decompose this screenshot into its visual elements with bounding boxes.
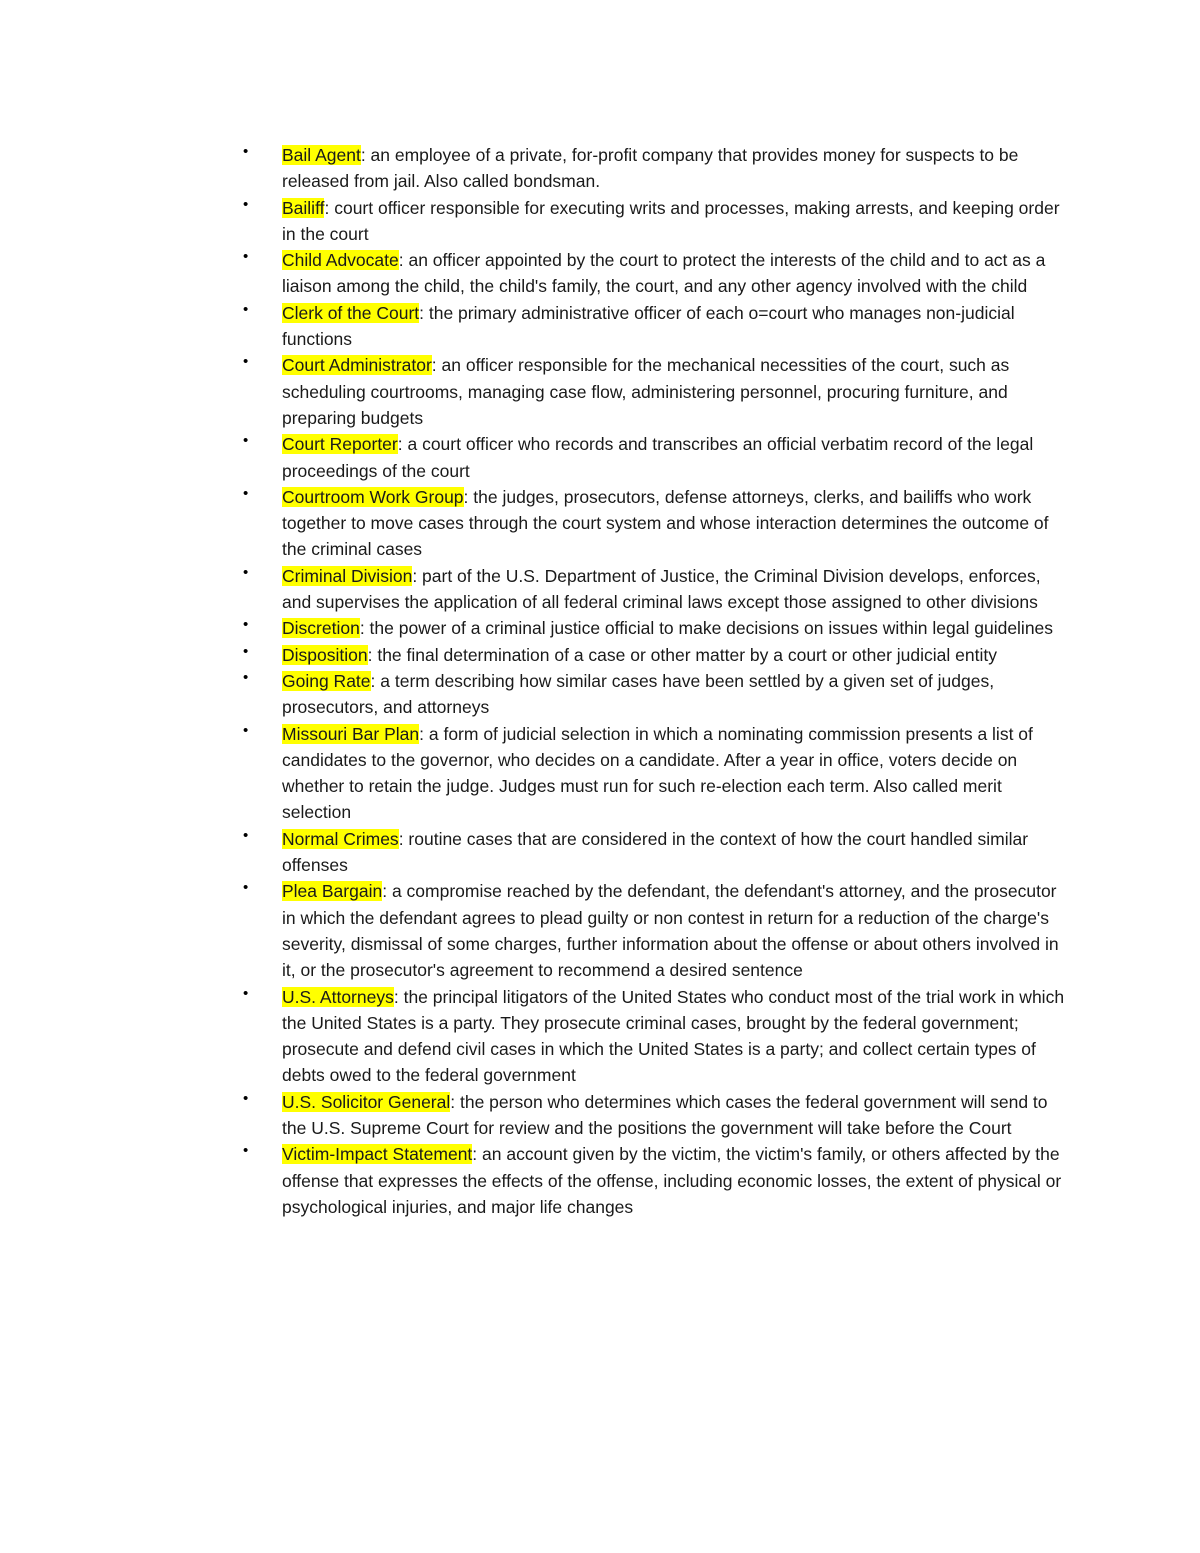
glossary-entry [240,615,1070,641]
bullet-icon: • [243,195,249,213]
bullet-icon: • [243,1089,249,1107]
glossary-entry [240,484,1070,563]
glossary-definition: : part of the U.S. Department of Justice, the Criminal Division develops, enforces, and supervises the application of all federal criminal laws except those assigned to other divisions [282,565,1041,613]
glossary-entry [240,431,1070,484]
glossary-term: Victim-Impact Statement [282,1144,473,1165]
bullet-icon: • [243,616,249,634]
glossary-entry [240,300,1070,353]
bullet-icon: • [243,826,249,844]
bullet-icon: • [243,642,249,660]
glossary-definition: : the power of a criminal justice official to make decisions on issues within legal guidelines [359,618,1054,639]
glossary-term: Going Rate [282,670,371,691]
glossary-definition: : routine cases that are considered in the context of how the court handled similar offenses [282,828,1029,876]
glossary-term: U.S. Solicitor General [282,1091,451,1112]
glossary-term: Criminal Division [282,565,413,586]
bullet-icon: • [243,353,249,371]
glossary-entry [240,563,1070,616]
glossary-definition: : an officer appointed by the court to protect the interests of the child and to act as a liaison among the child, the child's family, the court, and any other agency involved with the child [282,250,1046,297]
glossary-definition: : an employee of a private, for-profit company that provides money for suspects to be released from jail. Also called bondsman. [282,145,1019,192]
bullet-icon: • [243,721,249,739]
glossary-term: Missouri Bar Plan [282,723,420,744]
glossary-entry [240,1141,1070,1220]
bullet-icon: • [243,300,249,318]
glossary-definition: : court officer responsible for executing writs and processes, making arrests, and keeping order in the court [282,197,1060,244]
glossary-definition: : a term describing how similar cases have been settled by a given set of judges, prosecutors, and attorneys [282,670,995,718]
bullet-icon: • [243,563,249,581]
glossary-term: Courtroom Work Group [282,486,464,507]
glossary-entry [240,826,1070,879]
bullet-icon: • [243,1142,249,1160]
glossary-term: Plea Bargain [282,881,383,902]
glossary-term: Clerk of the Court [282,302,420,323]
glossary-term: U.S. Attorneys [282,986,394,1007]
glossary-entry [240,1089,1070,1142]
glossary-definition: : an officer responsible for the mechanical necessities of the court, such as scheduling courtrooms, managing case flow, administering personnel, procuring furniture, and preparing budgets [282,355,1010,428]
glossary-definition: : the judges, prosecutors, defense attorneys, clerks, and bailiffs who work together to move cases through the court system and whose interaction determines the outcome of the criminal cases [282,486,1049,560]
glossary-definition: : a court officer who records and transcribes an official verbatim record of the legal proceedings of the court [282,434,1034,481]
glossary-entry [240,195,1070,248]
glossary-entry [240,984,1070,1089]
glossary-term: Bailiff [282,197,325,218]
glossary-definition: : the final determination of a case or other matter by a court or other judicial entity [367,644,997,665]
glossary-definition: : the principal litigators of the United States who conduct most of the trial work in which the United States is a party. They prosecute criminal cases, brought by the federal government; prosecute and defend civil cases in which the United States is a party; and collect certain types of debts owed to the federal government [282,986,1065,1086]
glossary-term: Child Advocate [282,250,399,271]
glossary-term: Disposition [282,644,368,665]
glossary-definition: : the person who determines which cases the federal government will send to the U.S. Supreme Court for review and the positions the government will take before the Court [282,1091,1048,1138]
bullet-icon: • [243,143,249,160]
bullet-icon: • [243,879,249,897]
glossary-entry [240,247,1070,300]
glossary-list [240,142,1070,1220]
glossary-definition: : the primary administrative officer of each o=court who manages non-judicial functions [282,302,1015,350]
glossary-term: Bail Agent [282,145,361,165]
glossary-definition: : an account given by the victim, the victim's family, or others affected by the offense that expresses the effects of the offense, including economic losses, the extent of physical or psychological injuries, and major life changes [282,1144,1062,1217]
bullet-icon: • [243,668,249,686]
glossary-definition: : a form of judicial selection in which a nominating commission presents a list of candidates to the governor, who decides on a candidate. After a year in office, voters decide on whether to retain the judge. Judges must run for such re-election each term. Also called merit selection [282,723,1033,823]
glossary-entry [240,142,1070,195]
bullet-icon: • [243,984,249,1002]
glossary-entry [240,642,1070,668]
glossary-term: Court Reporter [282,434,398,455]
glossary-entry [240,721,1070,826]
glossary-entry [240,668,1070,721]
glossary-term: Discretion [282,618,360,639]
glossary-term: Court Administrator [282,355,432,376]
glossary-entry [240,352,1070,431]
bullet-icon: • [243,484,249,502]
glossary-term: Normal Crimes [282,828,399,849]
bullet-icon: • [243,248,249,266]
bullet-icon: • [243,432,249,450]
glossary-entry [240,878,1070,983]
glossary-definition: : a compromise reached by the defendant, the defendant's attorney, and the prosecutor in which the defendant agrees to plead guilty or non contest in return for a reduction of the charge's severity, dismissal of some charges, further information about the offense or about others involved in it, or the prosecutor's agreement to recommend a desired sentence [282,881,1059,981]
